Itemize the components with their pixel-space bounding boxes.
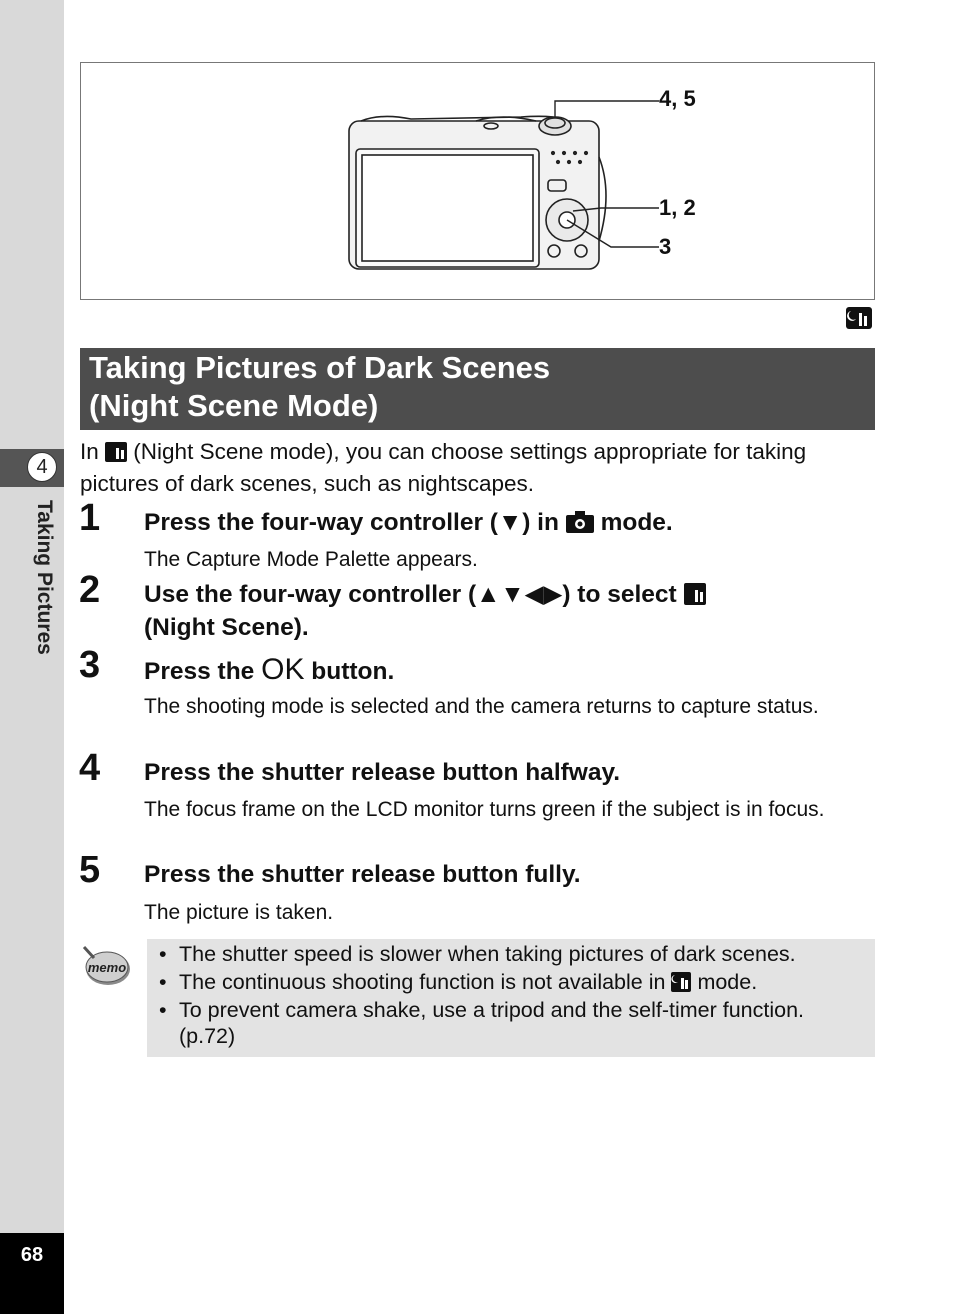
- memo-label: memo: [87, 960, 127, 975]
- step-heading: Press the shutter release button fully.: [144, 861, 581, 888]
- chapter-title: Taking Pictures: [33, 500, 56, 655]
- sidebar: [0, 0, 64, 1314]
- step-heading-text: Use the four-way controller (▲▼◀▶) to select: [144, 581, 677, 608]
- section-subtitle: (Night Scene Mode): [89, 388, 379, 423]
- callout-1-2: 1, 2: [659, 195, 696, 220]
- camera-figure: [80, 62, 875, 300]
- intro-text-a: In: [80, 439, 99, 464]
- step-heading: [144, 506, 673, 542]
- intro-paragraph: [80, 437, 870, 498]
- memo-item-text: mode.: [697, 970, 758, 994]
- step-heading: [144, 653, 394, 688]
- chapter-number: 4: [27, 452, 57, 482]
- camera-back-illustration: [81, 63, 874, 299]
- night-scene-icon: [684, 581, 706, 614]
- memo-item-text: To prevent camera shake, use a tripod and the self-timer function.: [179, 998, 805, 1022]
- step-heading-text: button.: [311, 658, 395, 685]
- step-description: The Capture Mode Palette appears.: [144, 548, 478, 571]
- step-number: 4: [79, 747, 101, 789]
- memo-item: • To prevent camera shake, use a tripod and the self-timer function.: [159, 998, 805, 1022]
- step-heading-text: Press the four-way controller (▼) in: [144, 509, 559, 536]
- ok-button-symbol: OK: [261, 653, 305, 686]
- night-scene-icon: [105, 440, 127, 469]
- step-description: The shooting mode is selected and the camera returns to capture status.: [144, 695, 819, 718]
- memo-item-text: The shutter speed is slower when taking pictures of dark scenes.: [179, 942, 796, 966]
- memo-icon: [80, 944, 132, 993]
- callout-3: 3: [659, 234, 672, 259]
- step-heading-continued: (Night Scene).: [144, 614, 309, 641]
- step-heading: [144, 578, 706, 614]
- memo-item-text: The continuous shooting function is not available in: [179, 970, 666, 994]
- step-description: The picture is taken.: [144, 901, 334, 924]
- step-number: 2: [79, 569, 101, 611]
- callout-4-5: 4, 5: [659, 86, 696, 111]
- section-title: Taking Pictures of Dark Scenes: [89, 350, 551, 385]
- night-scene-icon: [846, 307, 872, 334]
- memo-item-continued: (p.72): [179, 1024, 236, 1048]
- intro-text-b: (Night Scene mode), you can choose settings appropriate for taking pictures of dark scenes, such as nightscapes.: [80, 439, 807, 496]
- step-description: The focus frame on the LCD monitor turns green if the subject is in focus.: [144, 798, 825, 821]
- step-heading-text: mode.: [600, 509, 673, 536]
- page-number: 68: [20, 1244, 44, 1266]
- camera-mode-icon: [566, 509, 594, 542]
- step-number: 1: [79, 497, 101, 539]
- memo-item: • The shutter speed is slower when taking pictures of dark scenes.: [159, 942, 796, 966]
- night-scene-icon: [671, 971, 691, 999]
- step-number: 5: [79, 849, 101, 891]
- step-heading: Press the shutter release button halfway.: [144, 759, 621, 786]
- memo-item: • The continuous shooting function is not available in mode.: [159, 968, 869, 999]
- step-heading-text: Press the: [144, 658, 255, 685]
- step-number: 3: [79, 644, 101, 686]
